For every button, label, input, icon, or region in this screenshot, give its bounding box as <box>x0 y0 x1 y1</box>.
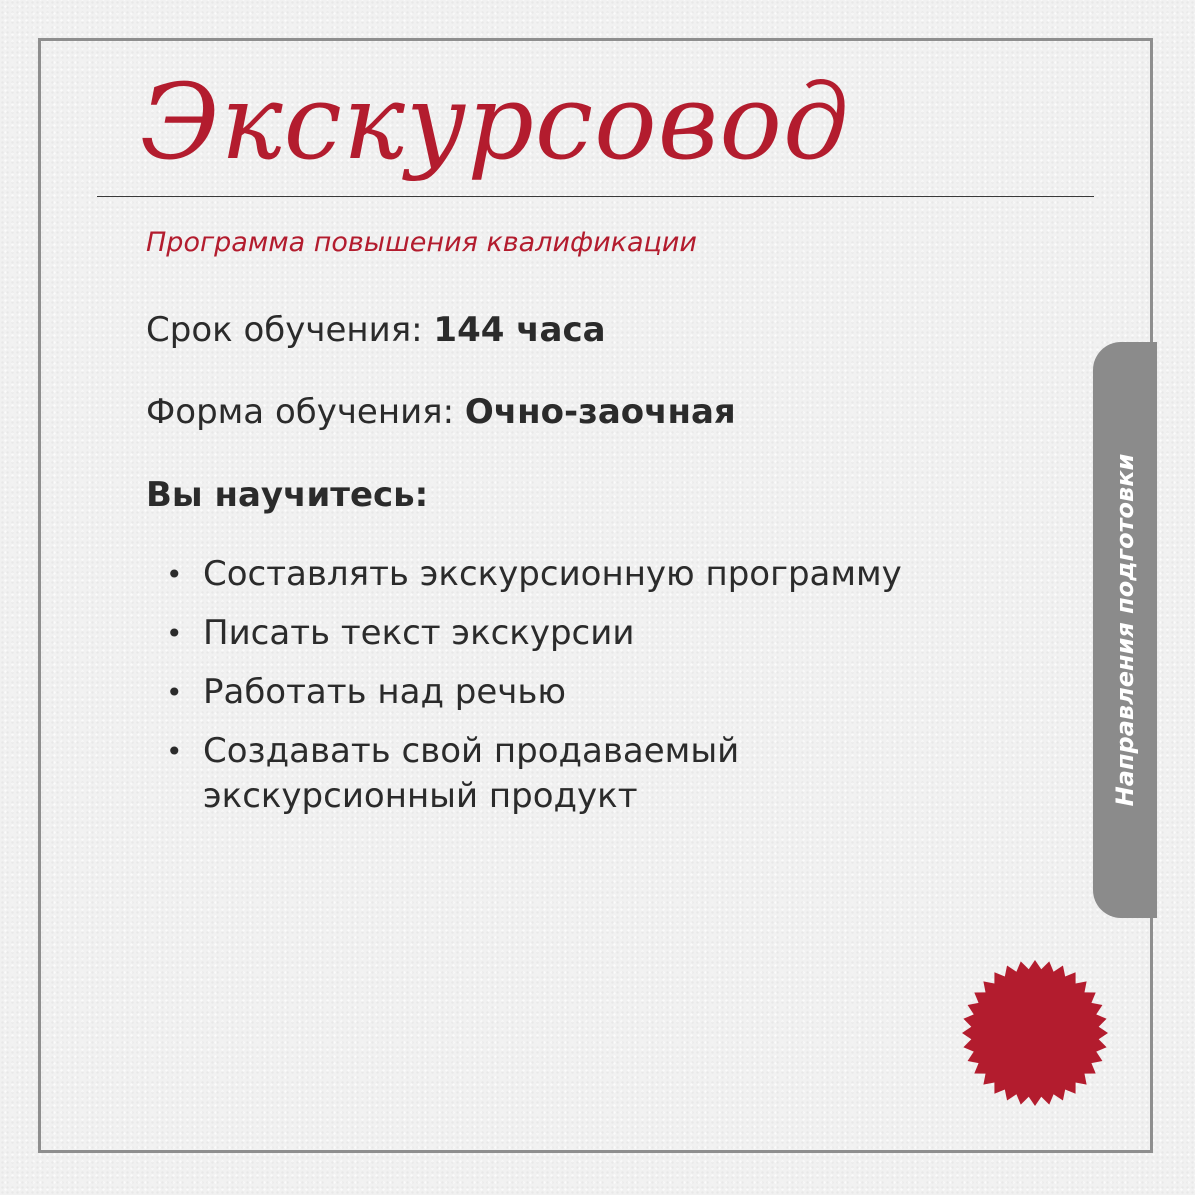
list-item <box>166 670 1026 715</box>
bullet-icon: • <box>166 735 183 768</box>
skills-list <box>166 552 1026 833</box>
side-tab-label: Направления подготовки <box>1111 453 1139 807</box>
form-label: Форма обучения: <box>146 392 465 432</box>
skill-text: Писать текст экскурсии <box>203 613 635 653</box>
skill-text: Создавать свой продаваемый экскурсионный продукт <box>203 731 740 816</box>
list-item <box>166 729 1026 819</box>
form-value: Очно-заочная <box>464 392 736 432</box>
duration-label: Срок обучения: <box>146 310 434 350</box>
page-title: Экскурсовод <box>140 61 850 183</box>
skill-text: Составлять экскурсионную программу <box>203 554 902 594</box>
duration-value: 144 часа <box>433 310 606 350</box>
side-tab-directions[interactable] <box>1093 342 1157 918</box>
bullet-icon: • <box>166 676 183 709</box>
list-item <box>166 611 1026 656</box>
skill-text: Работать над речью <box>203 672 567 712</box>
bullet-icon: • <box>166 558 183 591</box>
title-divider <box>97 196 1094 197</box>
learn-heading: Вы научитесь: <box>146 475 429 515</box>
page-subtitle: Программа повышения квалификации <box>146 227 697 258</box>
form-line <box>146 392 736 432</box>
starburst-seal-icon <box>960 958 1110 1108</box>
red-seal-icon <box>960 958 1110 1108</box>
bullet-icon: • <box>166 617 183 650</box>
list-item <box>166 552 1026 597</box>
duration-line <box>146 310 606 350</box>
